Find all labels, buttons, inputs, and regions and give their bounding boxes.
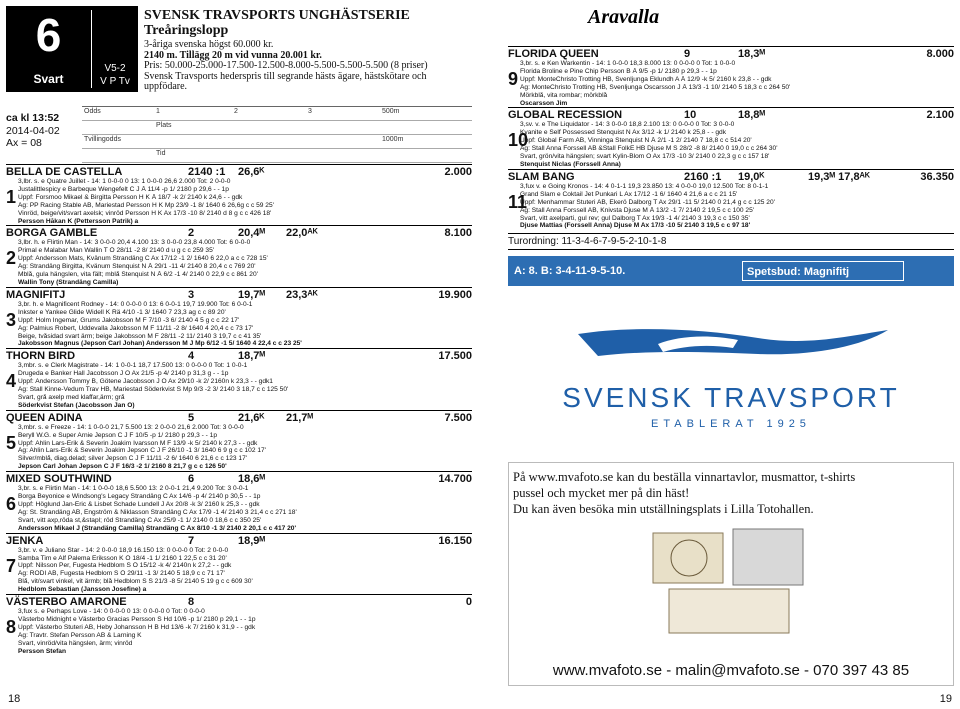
- horse-line: 3,fux s. e Perhaps Love - 14: 0 0-0-0 0 13: 0 0-0-0 0 Tot: 0 0-0-0: [18, 608, 205, 616]
- cond-2: 2140 m. Tillägg 20 m vid vunna 20.001 kr.: [144, 49, 322, 61]
- horse-record: 18,7ᴹ: [238, 350, 266, 363]
- horse-driver: Hedblom Sebastian (Jansson Josefine) a: [18, 586, 147, 594]
- horse-line: Primal e Malabar Man Wallin T Ö 28/11 -2 8/ 2140 d u g c c 259 35': [18, 247, 214, 255]
- ad-text: [513, 469, 855, 517]
- horse-line: Kyanite e Self Possessed Stenquist N Ax 3/12 -k 1/ 2140 k 25,8 - - gdk: [520, 129, 726, 137]
- horse-block: [6, 424, 472, 471]
- ad-line-1: På www.mvafoto.se kan du beställa vinnartavlor, musmattor, t-shirts: [513, 470, 856, 484]
- st-name: SVENSK TRAVSPORT: [562, 382, 900, 413]
- horse-line: Beryll W.G. e Super Arnie Jepson C J F 10/5 -p 1/ 2180 p 29,3 - - 1p: [18, 431, 218, 439]
- horse-name: VÄSTERBO AMARONE: [6, 596, 127, 609]
- brand-logo: Aravalla: [588, 6, 660, 28]
- odds-label: Odds: [84, 108, 101, 115]
- horse-driver: Oscarsson Jim: [520, 99, 568, 107]
- horse-line: 3,br. h. e Magnificent Rodney - 14: 0 0-0-0 0 13: 6 0-0-1 19,7 19.900 Tot: 6 0-0-1: [18, 300, 253, 308]
- horse-prize: 2.100: [926, 109, 954, 122]
- horse-driver: Djuse Mattias (Forssell Anna) Djuse M Ax 17/3 -10 5/ 2140 3 19,5 c c 97 18': [520, 222, 751, 230]
- title-line: SVENSK TRAVSPORTS UNGHÄSTSERIE: [144, 8, 410, 23]
- horse-list-right: [508, 46, 954, 286]
- race-info: [6, 112, 80, 160]
- photo-ad: [508, 462, 954, 686]
- horse-line: Inkster e Yankee Glide Widell K Rä 4/10 -1 3/ 1640 7 23,3 ag c c 89 20': [18, 308, 226, 316]
- horse-line: Uppf: Andersson Mats, Kvänum Strandäng C Ax 17/12 -1 2/ 1640 6 22,0 a c c 728 15': [18, 255, 268, 263]
- horse-record-2: 22,0ᴬᴷ: [286, 227, 318, 240]
- horse-driver: Persson Håkan K (Pettersson Patrik) a: [18, 217, 139, 225]
- plats-label: Plats: [156, 122, 172, 129]
- horse-record: 18,8ᴹ: [738, 109, 766, 122]
- horse-line: Drugeda e Banker Hall Jacobsson J O Ax 21/5 -p 4/ 2140 p 31,3 g - - 1p: [18, 370, 229, 378]
- photo-collage-icon: [649, 527, 809, 637]
- horse-name-row: [6, 471, 472, 485]
- race-number: 6: [35, 9, 62, 61]
- horse-line: 3,br. v. e Juliano Star - 14: 2 0-0-0 18,9 16.150 13: 0 0-0-0 0 Tot: 2 0-0-0: [18, 546, 229, 554]
- horse-prize: 14.700: [438, 473, 472, 486]
- horse-prize: 16.150: [438, 534, 472, 547]
- race-color: Svart: [33, 72, 64, 86]
- horse-record: 18,3ᴹ: [738, 48, 766, 60]
- horse-block: [6, 239, 472, 286]
- horse-line: 3,br. s. e Flirtin Man - 14: 1 0-0-0 18,6 5.500 13: 2 0-0-1 21,4 9.200 Tot: 3 0-0-1: [18, 485, 249, 493]
- start-order: Turordning: 11-3-4-6-7-9-5-2-10-1-8: [508, 233, 954, 250]
- horse-number: 8: [6, 617, 17, 638]
- horse-line: Uppf: Höglund Jan-Eric & Lisbet Schade Lundell J Ax 20/8 -k 3/ 2160 k 25,3 - - gdk: [18, 501, 260, 508]
- horse-block: [508, 121, 954, 168]
- horse-line: Beige, tvåsidad svart ärm; beige Jakobsson M F 28/11 -2 11/ 2140 3 19,7 c c 41 35': [18, 332, 262, 340]
- cond-4: Svensk Travsports hederspris till segrande hästs ägare, hästskötare och uppfödare.: [144, 70, 427, 92]
- horse-prize: 2.000: [444, 166, 472, 178]
- horse-driver: Jakobsson Magnus (Jepson Carl Johan) Andersson M J Mp 6/12 -1 5/ 1640 4 22,4 c c 23 25': [18, 340, 302, 348]
- horse-name-row: [6, 594, 472, 608]
- horse-prize: 17.500: [438, 350, 472, 363]
- horse-name-row: [6, 164, 472, 178]
- horse-line: Florida Broline e Pine Chip Persson B Å 9/5 -p 1/ 2180 p 29,3 - - 1p: [520, 67, 717, 75]
- horse-name-row: [508, 169, 954, 183]
- horse-start: 7: [188, 534, 195, 547]
- cond-3: Pris: 50.000-25.000-17.500-12.500-8.000-5.500-5.500-5.500 (8 priser): [144, 60, 428, 71]
- horse-record: 18,9ᴹ: [238, 534, 266, 547]
- horse-name-row: [6, 533, 472, 547]
- ad-line-3: Du kan även besöka min utställningsplats i Lilla Totohallen.: [513, 502, 814, 516]
- horse-line: Mblå, gula hängslen, vita fält; mblå Stenquist N Å 6/2 -1 4/ 2140 0 22,9 c c 861 20': [18, 271, 258, 279]
- st-sub: ETABLERAT 1925: [651, 418, 811, 430]
- horse-name: BELLA DE CASTELLA: [6, 166, 123, 178]
- page-number-left: 18: [8, 693, 21, 705]
- horse-line: Samba Tim e Alf Palema Eriksson K Ö 18/4 -1 1/ 2160 1 22,5 c c 31 20': [18, 554, 227, 562]
- race-badge: [6, 6, 138, 92]
- horse-prize: 7.500: [444, 411, 472, 424]
- horse-line: Silver/mblå, diag.delad; silver Jepson C J F 11/11 -2 6/ 1640 6 21,6 c c 123 17': [18, 455, 247, 463]
- horse-record: 21,6ᴷ: [238, 411, 265, 424]
- horse-line: 3,fux v. e Going Kronos - 14: 4 0-1-1 19,3 23.850 13: 4 0-0-0 19,0 12.500 Tot: 8 0-1-1: [520, 182, 769, 190]
- horse-name: GLOBAL RECESSION: [508, 109, 623, 122]
- horse-prize: 19.900: [438, 288, 472, 301]
- horse-name: JENKA: [6, 534, 44, 547]
- m500-label: 500m: [382, 108, 400, 115]
- horse-line: Svart, grå axelp med klaffar,ärm; grå: [18, 393, 125, 401]
- horse-block: [508, 183, 954, 230]
- horse-start: 2140 :1: [188, 166, 226, 178]
- horse-line: Äg: RODI AB, Fugesta Hedblom S Ö 29/11 -1 3/ 2140 5 18,9 c c 71 17': [18, 570, 225, 578]
- horse-block: [6, 178, 472, 225]
- horse-driver: Andersson Mikael J (Strandäng Camilla) Strandäng C Ax 8/10 -1 3/ 2140 2 20,1 c c 417 20': [18, 524, 297, 532]
- horse-line: Svart, vitt axelparti, gul rev; gul Dalborg T Ax 19/3 -1 4/ 2140 3 19,3 c c 150 35': [520, 214, 750, 222]
- horse-driver: Stenquist Niclas (Forssell Anna): [520, 160, 621, 168]
- horse-line: 3,lbr. h. e Flirtin Man - 14: 3 0-0-0 20,4 4.100 13: 3 0-0-0 23,8 4.000 Tot: 6 0-0-0: [18, 239, 251, 247]
- ad-footer[interactable]: www.mvafoto.se - malin@mvafoto.se - 070 397 43 85: [552, 662, 910, 679]
- horse-prize: 8.000: [926, 48, 954, 60]
- horse-start: 8: [188, 596, 195, 609]
- title-line-2: Treåringslopp: [144, 23, 229, 38]
- horse-line: Äg: Stall Anna Forssell AB &Stall FolkE HB Djuse M S 28/2 -8 8/ 2140 0 19,0 c c 264 30': [520, 145, 778, 153]
- cond-1: 3-åriga svenska högst 60.000 kr.: [144, 39, 274, 50]
- horse-start: 2160 :1: [684, 170, 722, 183]
- horse-line: Uppf: Forsmoo Mikael & Birgitta Persson H K Å 18/7 -k 2/ 2140 k 24,6 - - gdk: [18, 193, 243, 201]
- horse-start: 5: [188, 411, 195, 424]
- horse-number: 11: [508, 191, 528, 212]
- horse-line: 3,sv. v. e The Liquidator - 14: 3 0-0-0 18,8 2.100 13: 0 0-0-0 0 Tot: 3 0-0-0: [520, 121, 735, 129]
- horse-record: 19,7ᴹ: [238, 288, 266, 301]
- horse-line: Uppf: Holm Ingemar, Grums Jakobsson M F 7/10 -3 6/ 2140 4 5 g c c 22 17': [18, 316, 240, 324]
- tips-text: A: 8. B: 3-4-11-9-5-10.: [514, 265, 626, 278]
- horse-list: [6, 164, 472, 656]
- col-3: 3: [308, 108, 312, 115]
- horse-line: 3,mbr. s. e Freeze - 14: 1 0-0-0 21,7 5.500 13: 2 0-0-0 21,6 2.000 Tot: 3 0-0-0: [18, 423, 244, 431]
- horse-name-row: [508, 46, 954, 60]
- horse-record: 19,0ᴷ: [738, 170, 765, 183]
- horse-name: QUEEN ADINA: [6, 411, 83, 424]
- tag-vptv: V P Tv: [100, 76, 130, 87]
- horse-number: 3: [6, 309, 17, 330]
- race-track: Ax = 08: [6, 137, 42, 149]
- horse-driver: Jepson Carl Johan Jepson C J F 16/3 -2 1/ 2160 8 21,7 g c c 126 50': [18, 463, 227, 471]
- horse-line: Uppf: Västerbo Stuteri AB, Heby Johansson H B Hd 13/6 -k 7/ 2160 k 31,9 - - gdk: [18, 623, 256, 631]
- horse-line: Äg: Ahlin Lars-Erik & Severin Joakim Jepson C J F 26/10 -1 3/ 1640 6 9 g c c 102 17': [18, 447, 266, 455]
- horse-line: Grand Slam e Coktail Jet Punkari L Ax 17/12 -1 6/ 1640 4 21,6 a c c 21 15': [520, 190, 738, 198]
- horse-block: [6, 608, 472, 655]
- horse-line: Blå, vit/svart vinkel, vit ärmb; blå Hedblom S S 21/3 -8 5/ 2140 5 19 g c c 609 30': [18, 578, 253, 586]
- horse-line: Uppf: Global Farm AB, Vinninga Stenquist N Å 2/1 -1 2/ 2140 7 18,8 c c 514 20': [520, 137, 752, 145]
- horse-name-row: [6, 287, 472, 301]
- horse-line: Äg: Travtr. Stefan Persson AB & Larning K: [18, 631, 142, 639]
- horse-record: 26,6ᴷ: [238, 166, 265, 178]
- horse-line: Svart, vinröd/vita hängslen, ärm; vinröd: [18, 639, 133, 647]
- horse-line: Svart, grön/vita hängslen; svart Kylin-Blom O Ax 17/3 -10 3/ 2140 0 22,3 g c c 157 18': [520, 153, 770, 161]
- odds-grid: [82, 106, 472, 162]
- horse-prize: 0: [465, 596, 472, 609]
- right-page: [508, 6, 954, 686]
- horse-block: [6, 547, 472, 594]
- horse-line: Uppf: Nilsson Per, Fugesta Hedblom S Ö 15/12 -k 4/ 2140n k 27,2 - - gdk: [18, 562, 232, 570]
- race-title: [144, 8, 410, 38]
- horse-name: SLAM BANG: [508, 170, 575, 183]
- svensk-travsport-logo: [508, 326, 954, 456]
- horse-number: 1: [6, 187, 17, 207]
- horse-record-2: 23,3ᴬᴷ: [286, 288, 318, 301]
- horse-block: [6, 362, 472, 409]
- horse-record-2: 21,7ᴹ: [286, 411, 314, 424]
- horse-name-row: [6, 348, 472, 362]
- tvilling-label: Tvillingodds: [84, 136, 121, 143]
- horse-prize: 36.350: [920, 170, 954, 183]
- horse-block: [6, 485, 472, 532]
- horse-start: 2: [188, 227, 195, 240]
- horse-line: 3,mbr. s. e Clerk Magistrate - 14: 1 0-0-1 18,7 17.500 13: 0 0-0-0 0 Tot: 1 0-0-1: [18, 362, 248, 370]
- horse-start: 4: [188, 350, 195, 363]
- race-time: ca kl 13:52: [6, 112, 60, 124]
- horse-driver: Wallin Tony (Strandäng Camilla): [18, 278, 119, 286]
- left-page: [6, 6, 472, 686]
- horse-block: [508, 60, 954, 107]
- horse-line: Uppf: Menhammar Stuteri AB, Ekerö Dalborg T Ax 29/1 -11 5/ 2140 0 21,4 g c c 125 20': [520, 198, 775, 206]
- horse-number: 5: [6, 432, 17, 453]
- horse-line: Äg: St. Strandäng AB, Engström & Niklasson Strandäng C Ax 17/9 -1 4/ 2140 3 21,4 c c 271 18': [18, 508, 297, 516]
- horse-driver: Söderkvist Stefan (Jacobsson Jan O): [18, 401, 135, 409]
- page-number-right: 19: [939, 693, 952, 705]
- horse-line: Uppf: Ahlin Lars-Erik & Severin Joakim Ivarsson M F 13/9 -k 5/ 2140 k 27,3 - - gdk: [18, 439, 258, 447]
- horse-line: Äg: Stall Kinne-Vedum Trav HB, Mariestad Söderkvist S Mp 9/3 -2 3/ 2140 3 18,7 c c 125 50': [18, 386, 289, 394]
- horse-line: Mörkblå, vita rombar; mörkblå: [520, 91, 608, 99]
- horse-line: Äg: MonteChristo Trotting HB, Svenljunga Oscarsson J Å 13/3 -1 10/ 2140 5 18,3 c c 264 50': [520, 83, 791, 91]
- horse-record: 18,6ᴹ: [238, 473, 266, 486]
- horse-number: 6: [6, 494, 17, 515]
- horse-line: Svart, vitt axp,röda st,&stapl; röd Strandäng C Ax 25/9 -1 1/ 2140 0 18,6 c c 350 25': [18, 516, 262, 524]
- race-date: 2014-04-02: [6, 124, 60, 137]
- horse-line: 3,lbr. s. e Quatre Juillet - 14: 1 0-0-0 0 13: 1 0-0-0 26,6 2.000 Tot: 2 0-0-0: [18, 178, 231, 185]
- horse-line: Äg: Palmius Robert, Uddevalla Jakobsson M F 11/11 -2 8/ 1640 4 20,4 c c 73 17': [18, 324, 254, 332]
- horse-number: 4: [6, 371, 17, 392]
- horse-start: 3: [188, 288, 195, 301]
- horse-start: 9: [684, 48, 691, 60]
- horse-name-row: [6, 225, 472, 239]
- horse-line: Vinröd, beige/vit/svart axelsk; vinröd Persson H K Ax 17/3 -10 8/ 2140 d 8 g c c 426 18': [18, 209, 272, 217]
- tid-label: Tid: [156, 150, 166, 157]
- horse-line: 3,br. s. e Ken Warkentin - 14: 1 0-0-0 18,3 8.000 13: 0 0-0-0 0 Tot: 1 0-0-0: [520, 60, 736, 67]
- horse-record: 20,4ᴹ: [238, 227, 266, 240]
- horse-number: 7: [6, 555, 17, 576]
- col-1: 1: [156, 108, 160, 115]
- horse-name: MIXED SOUTHWIND: [6, 473, 112, 486]
- horse-driver: Persson Stefan: [18, 647, 67, 655]
- horse-record-2: 19,3ᴹ 17,8ᴬᴷ: [808, 170, 870, 183]
- horse-line: Uppf: Andersson Tommy B, Götene Jacobsson J O Ax 29/10 -k 2/ 2160n k 23,3 - - gdk1: [18, 378, 273, 386]
- horse-name: MAGNIFITJ: [6, 288, 66, 301]
- horse-prize: 8.100: [444, 227, 472, 240]
- horse-line: Justalittlespicy e Barbeque Wengefelt C J Å 11/4 -p 1/ 2180 p 29,6 - - 1p: [18, 185, 229, 193]
- horse-line: Västerbo Midnight e Västerbo Gracias Persson S Hd 10/6 -p 1/ 2180 p 29,1 - - 1p: [18, 615, 256, 623]
- m1000-label: 1000m: [382, 136, 404, 143]
- col-2: 2: [234, 108, 238, 115]
- horse-line: Äg: Stall Anna Forssell AB, Knivsta Djuse M Å 13/2 -1 7/ 2140 2 19,5 c c 100 25': [520, 206, 755, 214]
- horse-name: BORGA GAMBLE: [6, 227, 98, 240]
- race-conditions: [144, 40, 464, 93]
- horse-number: 9: [508, 69, 519, 89]
- tips-bar: [508, 256, 954, 286]
- horse-name: THORN BIRD: [6, 350, 76, 363]
- spetsbud: Spetsbud: Magnifitj: [742, 261, 904, 281]
- ad-line-2: pussel och mycket mer på din häst!: [513, 486, 690, 500]
- horse-name: FLORIDA QUEEN: [508, 48, 599, 60]
- race-tags: [92, 62, 138, 88]
- horse-block: [6, 301, 472, 348]
- tag-v5: V5-2: [104, 63, 126, 74]
- horse-name-row: [6, 410, 472, 424]
- horse-number: 2: [6, 248, 17, 269]
- horse-line: Uppf: MonteChristo Trotting HB, Svenljunga Eklundh A Å 12/9 -k 5/ 2160 k 23,8 - - gdk: [520, 75, 772, 83]
- horse-start: 6: [188, 473, 195, 486]
- horse-number: 10: [508, 130, 529, 151]
- horse-line: Borga Beyonice e Windsong's Legacy Strandäng C Ax 14/6 -p 4/ 2140 p 30,5 - - 1p: [18, 493, 261, 501]
- horse-line: Äg: Strandäng Birgitta, Kvänum Stenquist N Å 29/1 -11 4/ 2140 8 20,4 c c 769 20': [18, 263, 256, 271]
- horse-name-row: [508, 107, 954, 121]
- horse-line: Äg: PP Racing Stable AB, Mariestad Persson H K Mp 23/9 -1 8/ 1640 6 26,6g c c 59 25': [18, 201, 274, 209]
- horse-start: 10: [684, 109, 697, 122]
